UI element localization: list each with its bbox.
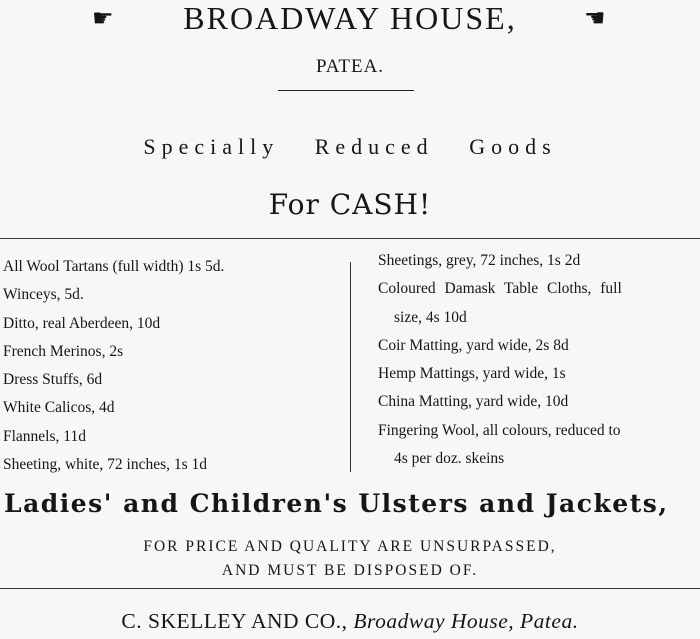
list-item: Sheetings, grey, 72 inches, 1s 2d (378, 252, 581, 269)
divider (278, 90, 414, 91)
subheadline: For CASH! (268, 188, 432, 221)
list-item: Sheeting, white, 72 inches, 1s 1d (3, 456, 208, 474)
divider (0, 588, 700, 589)
column-divider (350, 262, 351, 472)
right-item-list (378, 247, 622, 473)
list-item: French Merinos, 2s (3, 342, 124, 360)
list-item: Ditto, real Aberdeen, 10d (3, 314, 161, 332)
divider (0, 238, 700, 239)
price-line: FOR PRICE AND QUALITY ARE UNSURPASSED, (143, 538, 557, 555)
left-item-list (3, 253, 224, 479)
list-item: Fingering Wool, all colours, reduced to (378, 421, 621, 439)
firm-address: Broadway House, Patea. (353, 609, 579, 633)
list-item: Coloured Damask Table Cloths, full (378, 280, 622, 298)
list-item: Dress Stuffs, 6d (3, 371, 103, 389)
pointing-hand-right-icon: ☛ (92, 4, 114, 32)
headline-word-3: Goods (469, 134, 557, 159)
headline-word-1: Specially (143, 134, 280, 159)
headline-word-2: Reduced (314, 134, 434, 159)
list-item: White Calicos, 4d (3, 399, 115, 417)
list-item: size, 4s 10d (394, 308, 467, 326)
ladies-heading: Ladies' and Children's Ulsters and Jackets, (4, 489, 669, 518)
pointing-hand-left-icon: ☚ (584, 4, 606, 32)
list-item: Flannels, 11d (3, 427, 86, 445)
list-item: Hemp Mattings, yard wide, 1s (378, 365, 566, 383)
page-title: BROADWAY HOUSE, (183, 0, 517, 36)
price-notice (0, 535, 700, 583)
headline (0, 122, 700, 172)
list-item: Winceys, 5d. (3, 286, 84, 304)
list-item: All Wool Tartans (full width) 1s 5d. (3, 258, 225, 275)
footer (0, 609, 700, 634)
list-item: 4s per doz. skeins (394, 450, 505, 468)
list-item: China Matting, yard wide, 10d (378, 393, 569, 411)
price-line: AND MUST BE DISPOSED OF. (221, 562, 479, 579)
list-item: Coir Matting, yard wide, 2s 8d (378, 336, 569, 354)
town-name: PATEA. (315, 56, 385, 77)
firm-name: C. SKELLEY AND CO., (121, 609, 348, 633)
